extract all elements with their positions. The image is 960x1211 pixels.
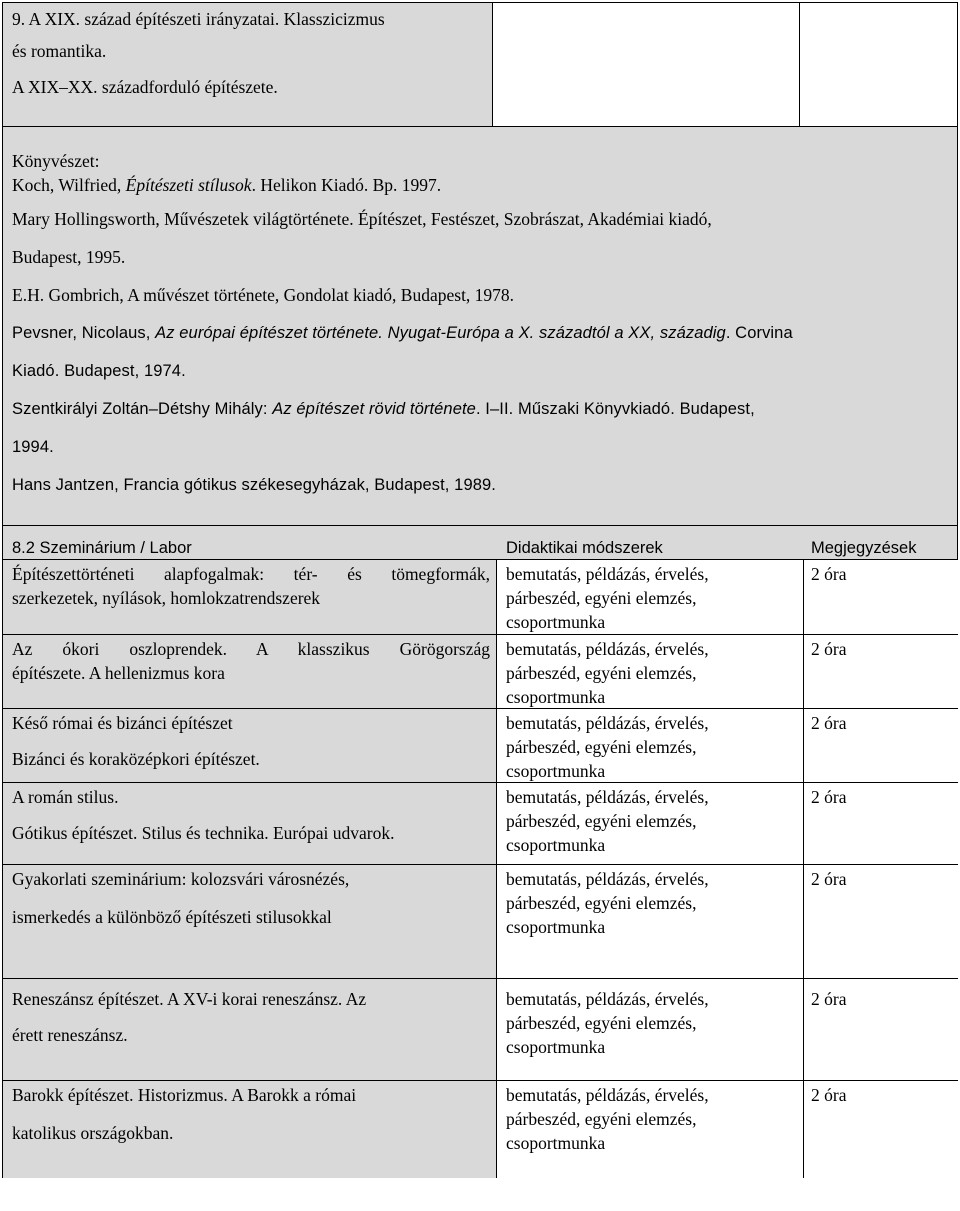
methods-cell	[506, 987, 796, 1059]
bibliography-entry-szentkiralyi-cont: 1994.	[12, 438, 54, 456]
seminar-table-header	[3, 525, 957, 560]
bibliography-entry-pevsner	[12, 314, 948, 352]
table-row	[3, 782, 957, 864]
note-cell	[811, 785, 951, 809]
topic-line: katolikus országokban.	[12, 1123, 174, 1143]
table-row	[3, 978, 957, 1080]
table-row	[3, 864, 957, 978]
method-line: párbeszéd, egyéni elemzés,	[506, 737, 697, 757]
method-line: bemutatás, példázás, érvelés,	[506, 989, 709, 1009]
entry-publisher: . Corvina	[725, 324, 793, 342]
method-line: csoportmunka	[506, 1133, 606, 1153]
entry-title: Építészeti stílusok	[125, 175, 252, 195]
topic-line: Barokk építészet. Historizmus. A Barokk a római	[12, 1085, 357, 1105]
topic-line: szerkezetek, nyílások, homlokzatrendszerek	[12, 588, 321, 608]
note-cell	[811, 1083, 951, 1107]
top-header-row	[0, 0, 960, 127]
methods-cell	[506, 1083, 796, 1155]
method-line: csoportmunka	[506, 761, 606, 781]
column-header-seminar: 8.2 Szeminárium / Labor	[12, 539, 192, 557]
methods-cell	[506, 867, 796, 939]
topic-line: építészete. A hellenizmus kora	[12, 663, 225, 683]
methods-cell	[506, 637, 796, 709]
note-cell	[811, 711, 951, 735]
bibliography-entry-gombrich: E.H. Gombrich, A művészet története, Gondolat kiadó, Budapest, 1978.	[12, 285, 515, 305]
note-duration: 2 óra	[811, 639, 847, 659]
bibliography-block	[2, 127, 958, 525]
method-line: párbeszéd, egyéni elemzés,	[506, 1109, 697, 1129]
entry-author: Szentkirályi Zoltán–Détshy Mihály:	[12, 400, 273, 418]
entry-author: Pevsner, Nicolaus,	[12, 324, 156, 342]
topic-line: A román stilus.	[12, 787, 119, 807]
topic-line: Az ókori oszloprendek. A klasszikus Görögország	[12, 639, 490, 659]
entry-publisher: . I–II. Műszaki Könyvkiadó. Budapest,	[475, 400, 755, 418]
bibliography-entry-jantzen: Hans Jantzen, Francia gótikus székesegyházak, Budapest, 1989.	[12, 476, 496, 494]
methods-cell	[506, 562, 796, 634]
empty-cell	[800, 2, 958, 127]
note-duration: 2 óra	[811, 1085, 847, 1105]
method-line: csoportmunka	[506, 917, 606, 937]
topic-line: Gótikus építészet. Stilus és technika. Európai udvarok.	[12, 823, 395, 843]
topic-line: Bizánci és koraközépkori építészet.	[12, 749, 260, 769]
bibliography-entry-hollingsworth-cont: Budapest, 1995.	[12, 247, 126, 267]
method-line: bemutatás, példázás, érvelés,	[506, 787, 709, 807]
method-line: bemutatás, példázás, érvelés,	[506, 869, 709, 889]
topic-line: Késő római és bizánci építészet	[12, 713, 233, 733]
bibliography-entry-pevsner-cont: Kiadó. Budapest, 1974.	[12, 362, 186, 380]
method-line: bemutatás, példázás, érvelés,	[506, 564, 709, 584]
topic-line: Reneszánsz építészet. A XV-i korai reneszánsz. Az	[12, 989, 367, 1009]
methods-cell	[506, 785, 796, 857]
note-duration: 2 óra	[811, 869, 847, 889]
section-title-line-1: 9. A XIX. század építészeti irányzatai. Klasszicizmus	[12, 9, 385, 29]
entry-title: Az építészet rövid története	[272, 400, 476, 418]
column-header-methods: Didaktikai módszerek	[506, 539, 663, 557]
topic-line: Gyakorlati szeminárium: kolozsvári városnézés,	[12, 869, 350, 889]
topic-cell	[12, 1083, 490, 1145]
note-duration: 2 óra	[811, 787, 847, 807]
method-line: bemutatás, példázás, érvelés,	[506, 713, 709, 733]
topic-cell	[12, 711, 490, 771]
section-title-cell	[2, 2, 493, 127]
topic-line: Építészettörténeti alapfogalmak: tér- és tömegformák,	[12, 564, 490, 584]
method-line: párbeszéd, egyéni elemzés,	[506, 663, 697, 683]
note-cell	[811, 867, 951, 891]
table-row	[3, 1080, 957, 1178]
entry-publisher: . Helikon Kiadó. Bp. 1997.	[251, 175, 442, 195]
bibliography-entry-koch	[12, 173, 948, 197]
bibliography-entry-hollingsworth: Mary Hollingsworth, Művészetek világtörténete. Építészet, Festészet, Szobrászat, Akadémiai kiadó,	[12, 209, 712, 229]
method-line: csoportmunka	[506, 835, 606, 855]
topic-line: érett reneszánsz.	[12, 1025, 128, 1045]
topic-cell	[12, 987, 490, 1047]
table-row	[3, 560, 957, 634]
topic-line: ismerkedés a különböző építészeti stilusokkal	[12, 907, 332, 927]
method-line: csoportmunka	[506, 1037, 606, 1057]
method-line: csoportmunka	[506, 687, 606, 707]
method-line: párbeszéd, egyéni elemzés,	[506, 811, 697, 831]
method-line: párbeszéd, egyéni elemzés,	[506, 1013, 697, 1033]
seminar-table	[2, 525, 958, 1178]
note-duration: 2 óra	[811, 989, 847, 1009]
method-line: párbeszéd, egyéni elemzés,	[506, 588, 697, 608]
entry-title: Az európai építészet története. Nyugat-Európa a X. századtól a XX, századig	[155, 324, 726, 342]
method-line: bemutatás, példázás, érvelés,	[506, 639, 709, 659]
topic-cell	[12, 562, 490, 610]
topic-cell	[12, 637, 490, 685]
note-cell	[811, 562, 951, 586]
topic-cell	[12, 867, 490, 929]
note-cell	[811, 987, 951, 1011]
method-line: párbeszéd, egyéni elemzés,	[506, 893, 697, 913]
table-row	[3, 634, 957, 708]
section-title-line-2: és romantika.	[12, 41, 107, 61]
method-line: bemutatás, példázás, érvelés,	[506, 1085, 709, 1105]
column-header-notes: Megjegyzések	[811, 539, 917, 557]
note-duration: 2 óra	[811, 713, 847, 733]
note-duration: 2 óra	[811, 564, 847, 584]
topic-cell	[12, 785, 490, 845]
methods-cell	[506, 711, 796, 783]
bibliography-entry-szentkiralyi	[12, 390, 948, 428]
note-cell	[811, 637, 951, 661]
method-line: csoportmunka	[506, 612, 606, 632]
entry-author: Koch, Wilfried,	[12, 175, 126, 195]
section-title-line-3: A XIX–XX. századforduló építészete.	[12, 77, 278, 97]
bibliography-heading: Könyvészet:	[12, 151, 100, 171]
empty-cell	[493, 2, 800, 127]
table-row	[3, 708, 957, 782]
